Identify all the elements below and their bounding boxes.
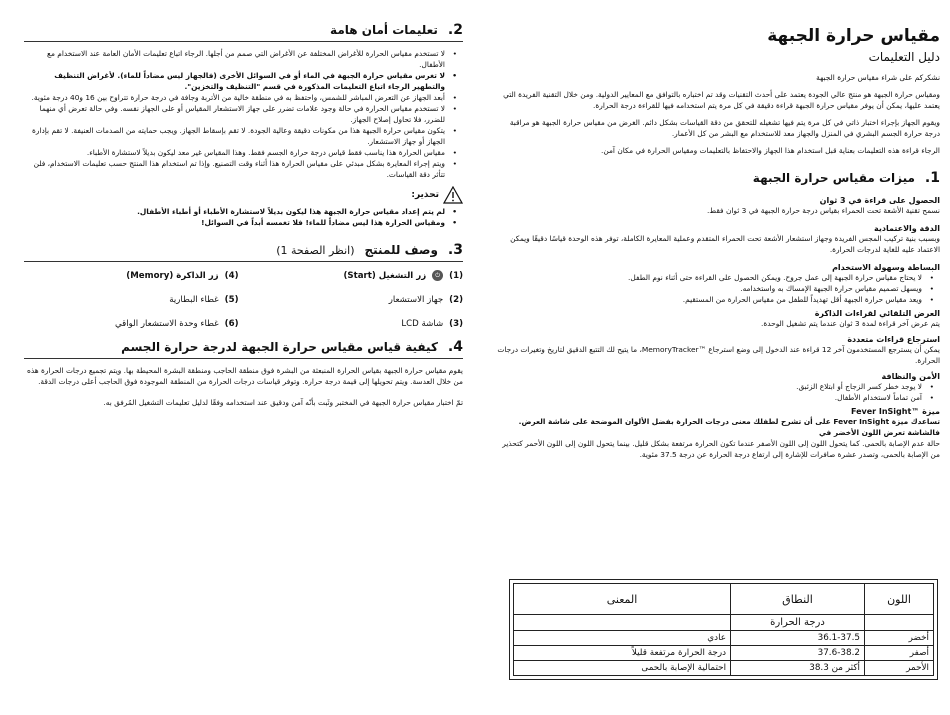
table-row (514, 661, 934, 676)
feature-heading: العرض التلقائي لقراءات الذاكرة (814, 309, 940, 318)
intro-paragraph: الرجاء قراءة هذه التعليمات بعناية قبل استخدام هذا الجهاز والاحتفاظ بالتعليمات ومقياس الحرارة في مكان آمن. (600, 146, 940, 155)
part-item (24, 270, 239, 281)
list-item: • لا تستخدم مقياس الحرارة في حالة وجود علامات تضرر على جهاز الاستشعار المقياس أو على الجهاز نفسه. وفي حالة تعرض أي منهما للضرر، فلا تحاول إصلاح الجهاز. (24, 103, 453, 125)
part-item (24, 295, 239, 305)
table-header-row (514, 584, 934, 615)
paragraph: يقوم مقياس حرارة الجبهة بقياس الحرارة المنبعثة من البشرة فوق منطقة الحاجب ومنطقة البشرة المحيطة بها. ويتم تجميع درجات الحرارة هذه من خلال العدسة. ويتم تحويلها إلى قيمة درجة حرارة. وتوفر قياسات درجات الحرارة من المنطقة الموجودة فوق الحاجب أعلى درجات الدقة. (26, 366, 463, 386)
divider (24, 261, 463, 262)
feature-text: فالشاشة تعرض اللون الأخضر في (818, 428, 940, 437)
section-2-header (24, 22, 463, 38)
part-number: (2) (449, 295, 463, 305)
part-label: زر التشغيل (Start) (343, 270, 427, 281)
part-number: (5) (224, 295, 239, 305)
table-subheader-row (514, 615, 934, 631)
section-title: وصف للمنتج (364, 243, 438, 257)
column-header: اللون (864, 584, 933, 615)
table-cell (864, 615, 933, 631)
table-cell: درجة الحرارة (731, 615, 865, 631)
section-number: 3. (447, 242, 463, 258)
column-header: النطاق (731, 584, 865, 615)
right-page (475, 0, 950, 715)
list-item: • أبعد الجهاز عن التعرض المباشر للشمس، واحتفظ به في منطقة خالية من الأتربة وجافة في درجة حرارة تتراوح بين 16 و40 درجة مئوية. (24, 92, 453, 103)
safety-list (24, 48, 463, 180)
part-label: غطاء البطارية (169, 295, 219, 305)
list-item: • مقياس الحرارة هذا يناسب فقط قياس درجة حرارة الجسم فقط. وهذا المقياس غير معد ليكون بديلاً لاستشارة الأطباء. (24, 147, 453, 158)
feature-text: حالة عدم الإصابة بالحمى. كما يتحول اللون إلى اللون الأصفر عندما تكون الحرارة مرتفعة بشكل قليل. بينما يتحول اللون إلى اللون الأحمر كتحذير من الإصابة بالحمى، وتصدر عشرة صافرات للإشارة إلى ارتفاع درجة الحرارة عن درجة 37.5 مئوية. (502, 439, 940, 459)
section-note: (انظر الصفحة 1) (276, 244, 355, 257)
paragraph: تمّ اختبار مقياس حرارة الجبهة في المختبر وثَبت بأنّه آمن ودقيق عند استخدامه وفقًا لدليل تعليمات التشغيل المُرفق به. (103, 398, 463, 407)
table-cell: أخضر (864, 631, 933, 646)
table-cell: 37.6-38.2 (731, 646, 865, 661)
table-cell (514, 615, 731, 631)
feature-heading: البساطة وسهولة الاستخدام (832, 263, 940, 272)
intro-paragraph: ومقياس حرارة الجبهة هو منتج عالي الجودة يعتمد على أحدث التقنيات وقد تم اختباره بالتوافق مع المعايير الدولية. ومن خلال التقنية الفريدة التي يعتمد عليها، يمكن أن يوفر مقياس حرارة الجبهة قراءة دقيقة في كل مرة يتم استخدامه فيها للقراءة درجة الحرارة. (503, 90, 940, 110)
section-number: 4. (447, 339, 463, 355)
list-item: • ويسهل تصميم مقياس حرارة الجبهة الإمساك به واستخدامه. (493, 283, 930, 294)
part-label: شاشة LCD (401, 319, 444, 329)
intro-line: نشكركم على شراء مقياس حرارة الجبهة (816, 73, 940, 82)
list-item: • ويعد مقياس حرارة الجبهة أقل تهديداً للطفل من مقياس الحرارة من المستقيم. (493, 294, 930, 305)
part-number: (1) (449, 270, 463, 281)
part-label: غطاء وحدة الاستشعار الواقي (114, 319, 219, 329)
page-title: مقياس حرارة الجبهة (767, 26, 940, 46)
section-1-header (493, 170, 940, 186)
table-cell: 36.1-37.5 (731, 631, 865, 646)
part-item (249, 270, 464, 281)
table-cell: عادي (514, 631, 731, 646)
start-button-icon: ⏻ (432, 270, 443, 281)
part-item (249, 295, 464, 305)
table-row (514, 646, 934, 661)
list-item: • آمن تماماً لاستخدام الأطفال. (493, 392, 930, 403)
part-item (24, 319, 239, 329)
table-cell: درجة الحرارة مرتفعة قليلاً (514, 646, 731, 661)
warning-header (24, 186, 463, 204)
list-item: • يتكون مقياس حرارة الجبهة هذا من مكونات دقيقة وعالية الجودة. لا تقم بإسقاط الجهاز. ويجب حمايته من الصدمات العنيفة. لا تقم بإدارة الجهاز أو جهاز الاستشعار. (24, 125, 453, 147)
section-title: كيفية قياس مقياس حرارة الجبهة لدرجة حرارة الجسم (121, 340, 438, 354)
list-item: • لا يوجد خطر كسر الزجاج أو ابتلاع الزئبق. (493, 381, 930, 392)
feature-text: يتم عرض آخر قراءة لمدة 3 ثوان عندما يتم تشغيل الوحدة. (761, 319, 940, 328)
part-number: (6) (224, 319, 239, 329)
table-row (514, 631, 934, 646)
part-label: زر الذاكرة (Memory) (126, 270, 219, 281)
intro-paragraph: ويقوم الجهاز بإجراء اختبار ذاتي في كل مرة يتم فيها تشغيله للتحقق من دقة القياسات بشكل دائم. الغرض من مقياس حرارة الجبهة هو مراقبة درجة حرارة الجسم البشري في المنزل والجهاز معد للاستخدام مع البشر من كل الأعمار. (509, 118, 940, 138)
table-cell: أصفر (864, 646, 933, 661)
table-cell: الأحمر (864, 661, 933, 676)
part-label: جهاز الاستشعار (388, 295, 444, 305)
warning-list (24, 206, 463, 228)
list-item: • لم يتم إعداد مقياس حرارة الجبهة هذا ليكون بديلاً لاستشارة الأطباء أو أطباء الأطفال. (24, 206, 453, 217)
feature-text: نسمح تقنية الأشعة تحت الحمراء بقياس درجة حرارة الجبهة في 3 ثوان فقط. (706, 206, 940, 215)
list-item: • لا تستخدم مقياس الحرارة للأغراض المختلفة عن الأغراض التي صمم من أجلها. الرجاء اتباع تعليمات الأمان العامة عند الاستخدام مع الأطفال. (24, 48, 453, 70)
feature-text: تساعدك ميزة Fever InSight على أن تشرح لطفلك معنى درجات الحرارة بفضل الألوان الموضحة على شاشة العرض. (518, 417, 940, 426)
feature-heading: ميزة ™Fever InSight (850, 407, 940, 416)
feature-text: وبسبب بنية تركيب المجس الفريدة وجهاز استشعار الأشعة تحت الحمراء المتقدم وعملية المعايرة الكاملة، توفر هذه الوحدة قياسًا دقيقًا ويمكن الاعتماد عليه للغاية لدرجات الحرارة. (510, 234, 940, 254)
section-4-header (24, 339, 463, 355)
feature-heading: استرجاع قراءات متعددة (847, 335, 940, 344)
table-cell: أكثر من 38.3 (731, 661, 865, 676)
part-number: (3) (449, 319, 463, 329)
warning-label: تحذير: (411, 190, 439, 200)
column-header: المعنى (514, 584, 731, 615)
table-cell: احتمالية الإصابة بالحمى (514, 661, 731, 676)
divider (24, 41, 463, 42)
feature-list (493, 381, 940, 403)
section-number: 2. (447, 22, 463, 38)
list-item: • لا يحتاج مقياس حرارة الجبهة إلى عمل جروح. ويمكن الحصول على القراءة حتى أثناء نوم الطفل. (493, 272, 930, 283)
part-item (249, 319, 464, 329)
product-parts-grid (24, 270, 463, 329)
part-number: (4) (224, 270, 239, 281)
fever-insight-table (513, 583, 934, 676)
list-item: • ويتم إجراء المعايرة بشكل مبدئي على مقياس الحرارة هذا أثناء وقت التصنيع. وإذا تم استخدام هذا المنتج حسب تعليمات الاستخدام، فلن تتأثر دقة القياسات. (24, 158, 453, 180)
feature-heading: الدقة والاعتمادية (874, 224, 940, 233)
page-subtitle: دليل التعليمات (868, 50, 940, 64)
section-number: 1. (924, 170, 940, 186)
section-title: ميزات مقياس حرارة الجبهة (752, 171, 915, 185)
section-title: تعليمات أمان هامة (330, 23, 438, 37)
list-item: • لا تغرس مقياس حرارة الجبهة في الماء أو في السوائل الأخرى (فالجهاز ليس مضاداً للماء). لأغراض التنظيف والتطهير الرجاء اتباع التعليمات المذكورة في قسم "التنظيف والتخزين". (24, 70, 453, 92)
list-item: • ومقياس الحرارة هذا ليس مضاداً للماء! فلا تغمسه أبداً في السوائل! (24, 217, 453, 228)
feature-heading: الأمن والنظافة (881, 372, 940, 381)
section-3-header (24, 242, 463, 258)
feature-list (493, 272, 940, 305)
feature-heading: الحصول على قراءة في 3 ثوان (819, 196, 940, 205)
warning-icon (443, 186, 463, 204)
divider (24, 358, 463, 359)
feature-text: يمكن أن يسترجع المستخدمون آخر 12 قراءة عند الدخول إلى وضع استرجاع ™MemoryTracker، ما يتيح لك التتبع الدقيق لتاريخ وتغيرات درجات الحرارة. (497, 345, 940, 365)
fever-insight-table-frame (509, 579, 938, 680)
